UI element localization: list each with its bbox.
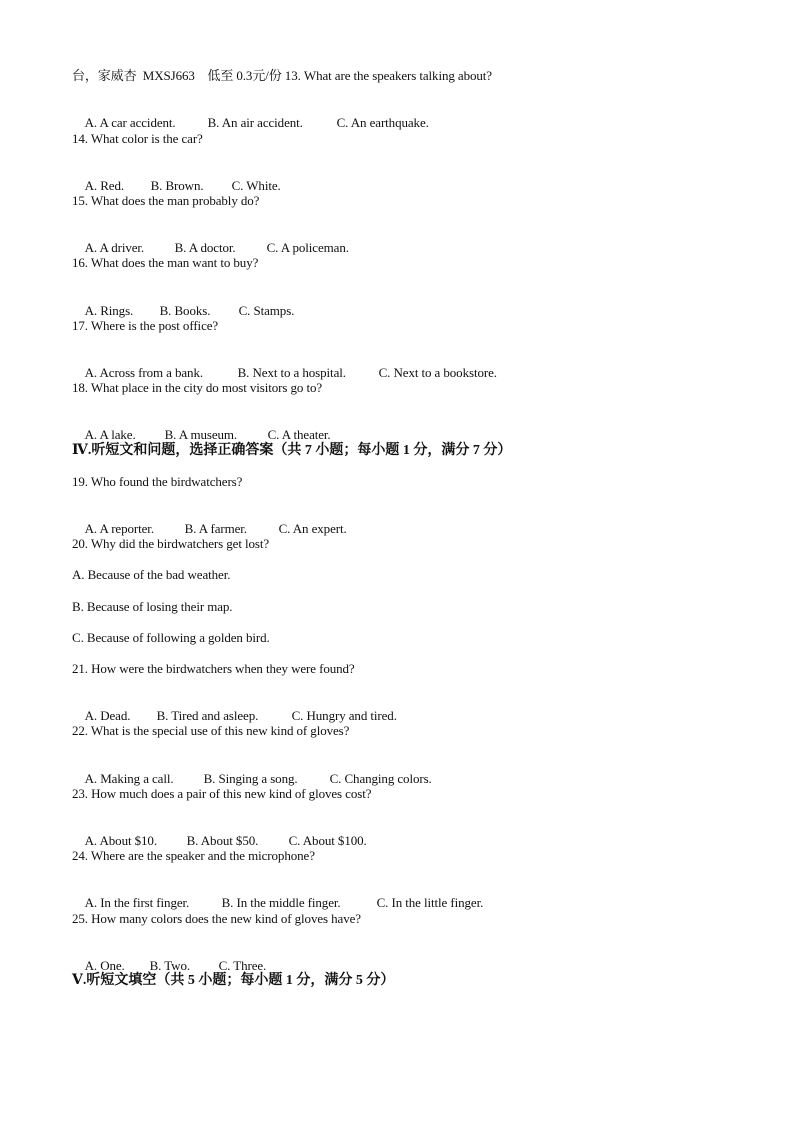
option-a: A. One. [84,958,125,973]
option-c: C. Changing colors. [329,771,432,786]
option-c: C. Hungry and tired. [291,708,397,723]
question-21: 21. How were the birdwatchers when they were found? [72,661,355,676]
option-b: B. An air accident. [207,115,303,130]
option-c: C. White. [231,178,281,193]
option-b: B. Singing a song. [203,771,298,786]
option-c: C. A theater. [267,427,331,442]
option-c: C. Next to a bookstore. [378,365,497,380]
option-a: A. Red. [84,178,124,193]
question-14: 14. What color is the car? [72,131,203,146]
option-c: C. A policeman. [266,240,349,255]
option-a: A. A car accident. [84,115,176,130]
option-b: B. A doctor. [174,240,236,255]
question-20: 20. Why did the birdwatchers get lost? [72,536,270,551]
section-5-heading: Ⅴ.听短文填空（共 5 小题；每小题 1 分，满分 5 分） [72,973,395,988]
option-a: A. Making a call. [84,771,174,786]
option-b: B. Tired and asleep. [156,708,259,723]
option-a: A. A driver. [84,240,145,255]
question-20-option-a: A. Because of the bad weather. [72,567,231,582]
option-b: B. A museum. [164,427,238,442]
section-4-heading: Ⅳ.听短文和问题，选择正确答案（共 7 小题；每小题 1 分，满分 7 分） [72,443,512,458]
question-25: 25. How many colors does the new kind of gloves have? [72,911,361,926]
option-b: B. A farmer. [184,521,247,536]
option-c: C. In the little finger. [376,895,484,910]
option-a: A. In the first finger. [84,895,190,910]
question-22: 22. What is the special use of this new kind of gloves? [72,723,350,738]
option-c: C. About $100. [288,833,367,848]
option-a: A. Rings. [84,303,134,318]
question-23: 23. How much does a pair of this new kind of gloves cost? [72,786,372,801]
question-18: 18. What place in the city do most visitors go to? [72,380,323,395]
option-a: A. About $10. [84,833,157,848]
question-15: 15. What does the man probably do? [72,193,260,208]
option-a: A. A reporter. [84,521,154,536]
option-b: B. In the middle finger. [221,895,341,910]
option-a: A. Dead. [84,708,131,723]
option-b: B. Two. [149,958,191,973]
option-b: B. Next to a hospital. [237,365,346,380]
question-13-line: 台，家威杏 MXSJ663 低至 0.3元/份 13. What are the speakers talking about? [72,68,492,83]
option-c: C. Three. [218,958,267,973]
option-c: C. An earthquake. [336,115,429,130]
question-20-option-b: B. Because of losing their map. [72,599,233,614]
option-a: A. Across from a bank. [84,365,203,380]
option-b: B. Brown. [150,178,204,193]
option-b: B. Books. [159,303,211,318]
question-16: 16. What does the man want to buy? [72,255,259,270]
question-17: 17. Where is the post office? [72,318,219,333]
question-19: 19. Who found the birdwatchers? [72,474,243,489]
option-a: A. A lake. [84,427,136,442]
option-c: C. Stamps. [238,303,295,318]
option-c: C. An expert. [278,521,347,536]
question-20-option-c: C. Because of following a golden bird. [72,630,270,645]
question-24: 24. Where are the speaker and the microphone? [72,848,315,863]
option-b: B. About $50. [186,833,259,848]
